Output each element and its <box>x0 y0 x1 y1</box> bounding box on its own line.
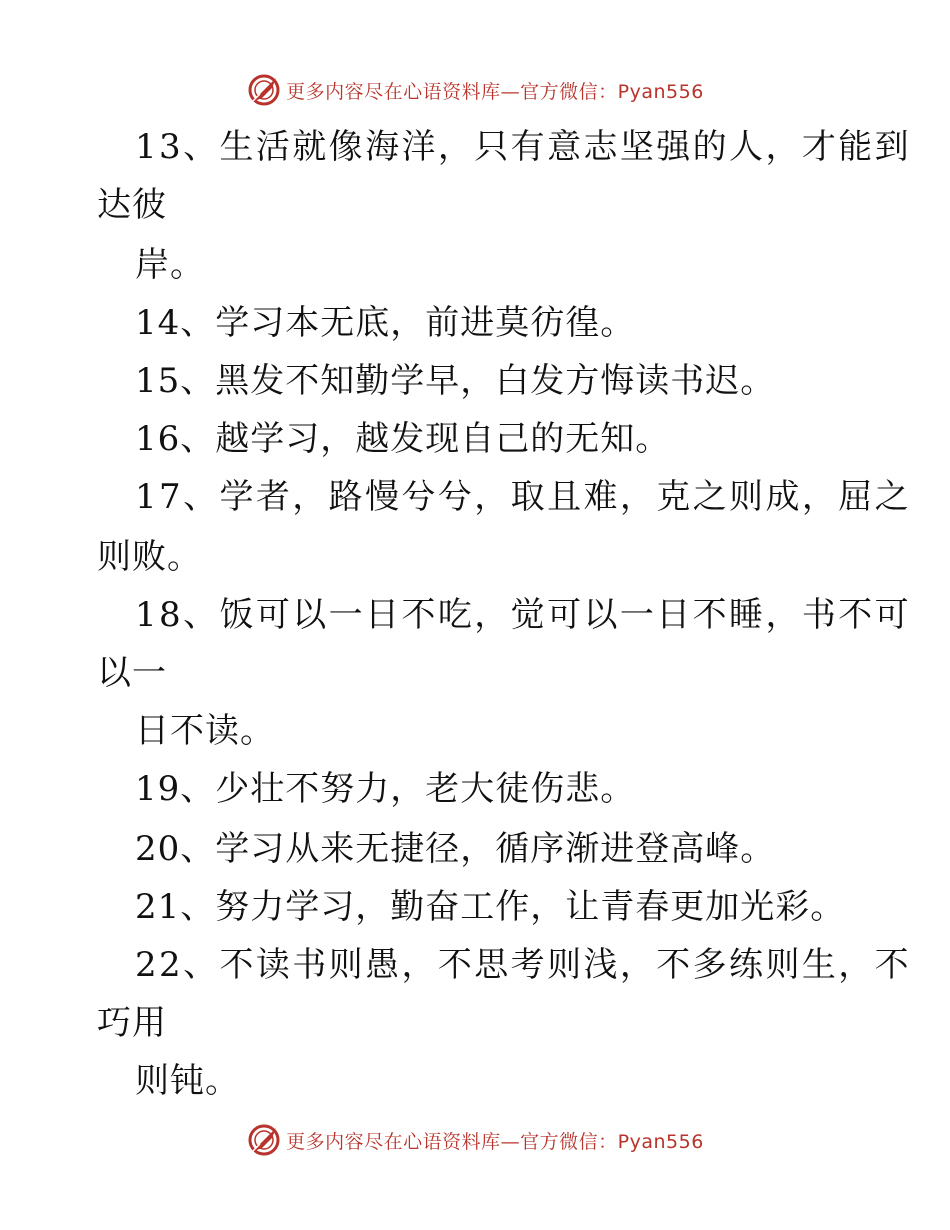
text-line: 16、越学习，越发现自己的无知。 <box>135 419 671 459</box>
footer-wechat-id: Pyan556 <box>617 1130 704 1153</box>
quill-pen-logo-icon <box>246 72 282 108</box>
text-line: 17、学者，路慢兮兮，取且难，克之则成，屈之 <box>135 477 912 517</box>
header-banner <box>0 70 950 110</box>
text-line: 岸。 <box>135 245 205 285</box>
text-line: 21、努力学习，勤奋工作，让青春更加光彩。 <box>135 887 846 927</box>
quill-pen-logo-icon <box>246 1122 282 1158</box>
header-text: 更多内容尽在心语资料库—官方微信：Pyan556 <box>286 80 704 103</box>
text-line: 则败。 <box>97 537 202 577</box>
text-line: 20、学习从来无捷径，循序渐进登高峰。 <box>135 829 776 869</box>
text-line: 19、少壮不努力，老大徒伤悲。 <box>135 769 636 809</box>
text-line: 巧用 <box>97 1003 167 1043</box>
text-line: 13、生活就像海洋，只有意志坚强的人，才能到 <box>135 127 912 167</box>
text-line: 14、学习本无底，前进莫彷徨。 <box>135 303 636 343</box>
footer-text: 更多内容尽在心语资料库—官方微信：Pyan556 <box>286 1130 704 1153</box>
text-line: 达彼 <box>97 185 167 225</box>
text-line: 15、黑发不知勤学早，白发方悔读书迟。 <box>135 361 776 401</box>
text-line: 以一 <box>97 653 167 693</box>
text-line: 18、饭可以一日不吃，觉可以一日不睡，书不可 <box>135 595 912 635</box>
text-line: 22、不读书则愚，不思考则浅，不多练则生，不 <box>135 945 912 985</box>
footer-banner <box>0 1120 950 1160</box>
text-line: 日不读。 <box>135 711 275 751</box>
header-wechat-id: Pyan556 <box>617 80 704 103</box>
text-line: 则钝。 <box>135 1061 240 1101</box>
